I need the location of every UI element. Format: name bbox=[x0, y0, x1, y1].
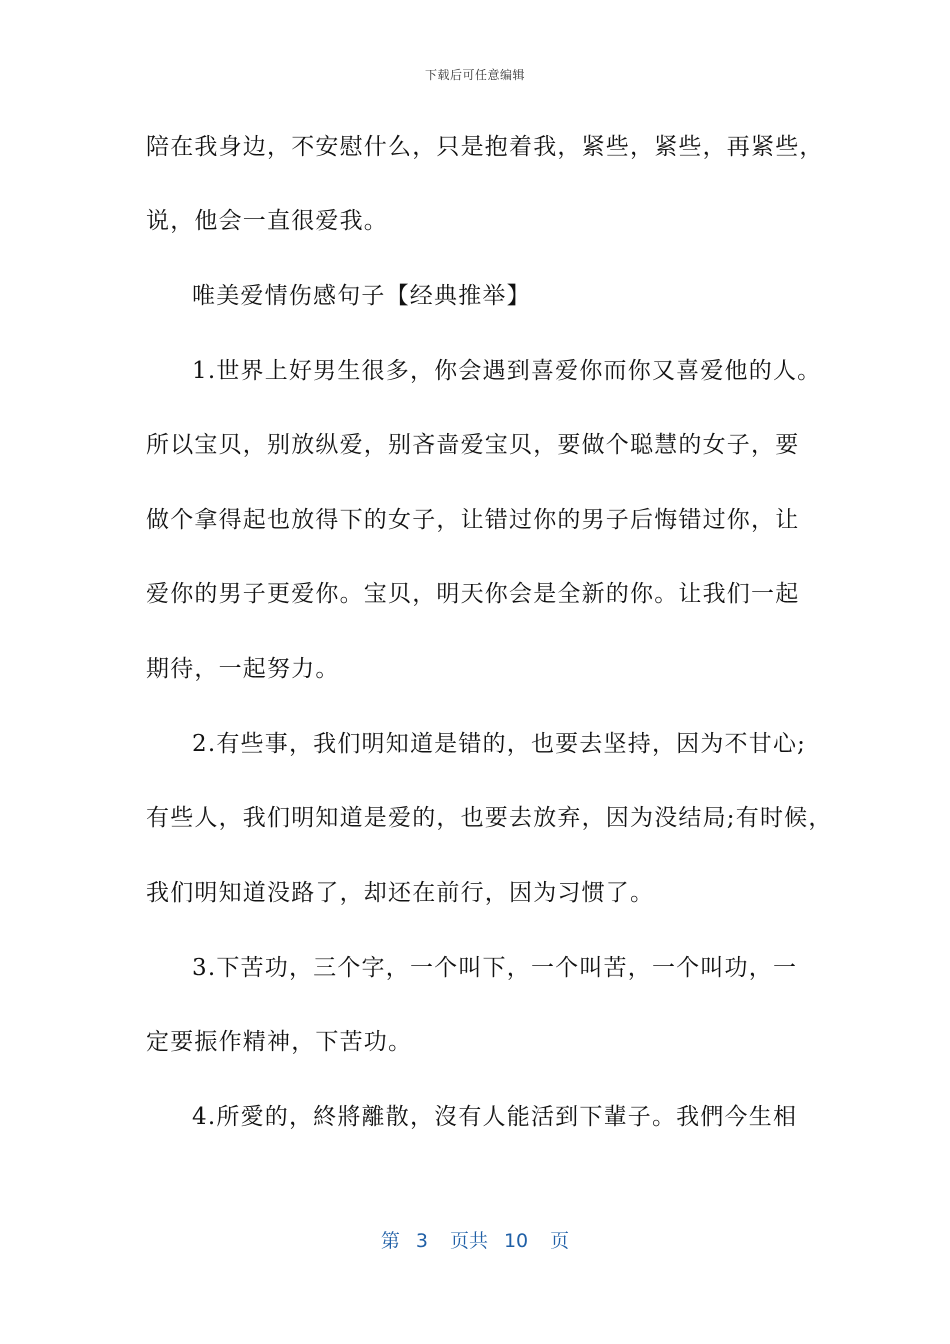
body-line: 所以宝贝，别放纵爱，别吝啬爱宝贝，要做个聪慧的女子，要 bbox=[146, 432, 800, 458]
body-line: 做个拿得起也放得下的女子，让错过你的男子后悔错过你，让 bbox=[146, 507, 800, 533]
current-page-number: 3 bbox=[415, 1230, 428, 1252]
page-footer bbox=[0, 1226, 950, 1253]
body-line: 我们明知道没路了，却还在前行，因为习惯了。 bbox=[146, 880, 655, 906]
body-line: 3.下苦功，三个字，一个叫下，一个叫苦，一个叫功，一 bbox=[192, 955, 798, 981]
body-line: 期待，一起努力。 bbox=[146, 656, 340, 682]
body-line: 说，他会一直很爱我。 bbox=[146, 208, 388, 234]
section-heading: 唯美爱情伤感句子【经典推举】 bbox=[192, 283, 531, 309]
footer-prefix: 第 bbox=[380, 1230, 400, 1252]
body-line: 4.所愛的，終將離散，沒有人能活到下輩子。我們今生相 bbox=[192, 1104, 798, 1130]
total-page-count: 10 bbox=[503, 1230, 529, 1252]
body-line: 2.有些事，我们明知道是错的，也要去坚持，因为不甘心; bbox=[192, 731, 807, 757]
body-line: 爱你的男子更爱你。宝贝，明天你会是全新的你。让我们一起 bbox=[146, 581, 800, 607]
body-line: 定要振作精神，下苦功。 bbox=[146, 1029, 413, 1055]
body-line: 1.世界上好男生很多，你会遇到喜爱你而你又喜爱他的人。 bbox=[192, 358, 822, 384]
body-line: 有些人，我们明知道是爱的，也要去放弃，因为没结局;有时候， bbox=[146, 805, 833, 831]
page-header: 下载后可任意编辑 bbox=[424, 68, 525, 82]
body-line: 陪在我身边，不安慰什么，只是抱着我，紧些，紧些，再紧些， bbox=[146, 134, 824, 160]
footer-suffix: 页 bbox=[550, 1230, 570, 1252]
footer-middle: 页共 bbox=[449, 1230, 488, 1252]
